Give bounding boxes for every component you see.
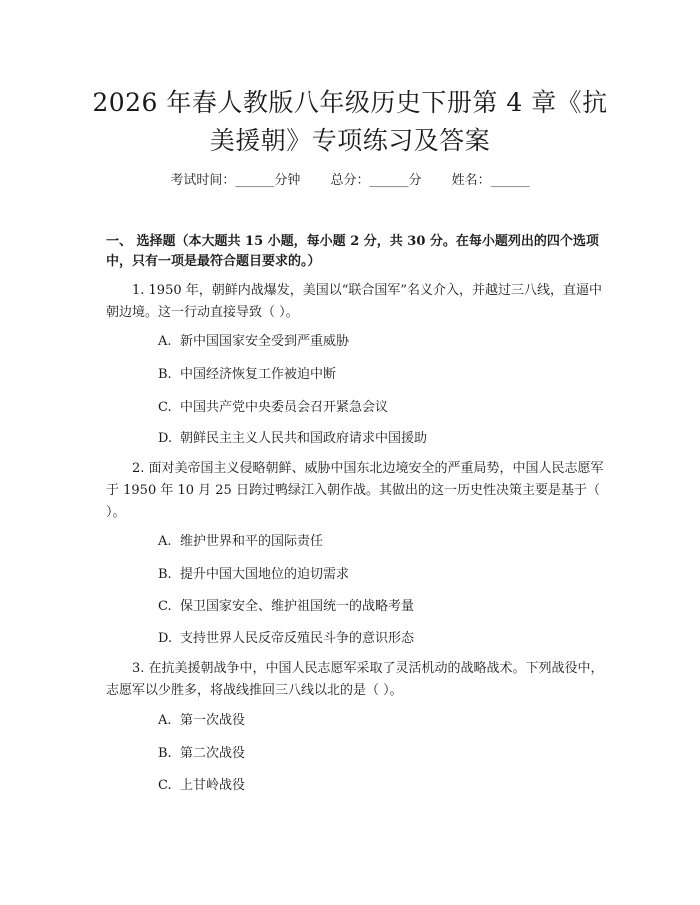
option-text: 第一次战役 bbox=[180, 713, 246, 728]
question-3: 3. 在抗美援朝战争中，中国人民志愿军采取了灵活机动的战略战术。下列战役中，志愿军以少胜多，将战线推回三八线以北的是（ ）。 bbox=[106, 661, 604, 698]
option-letter: B. bbox=[158, 567, 172, 582]
option-letter: C. bbox=[158, 400, 172, 415]
option-text: 新中国国家安全受到严重威胁 bbox=[180, 334, 350, 349]
option-letter: A. bbox=[158, 713, 172, 728]
option-text: 朝鲜民主主义人民共和国政府请求中国援助 bbox=[180, 431, 428, 446]
question-2-option-b bbox=[158, 566, 598, 584]
option-letter: A. bbox=[158, 534, 172, 549]
question-1-option-d bbox=[158, 430, 598, 448]
question-2-option-d bbox=[158, 630, 598, 648]
option-letter: C. bbox=[158, 599, 172, 614]
question-2-option-c bbox=[158, 598, 598, 616]
option-text: 上甘岭战役 bbox=[180, 778, 246, 793]
option-letter: D. bbox=[158, 631, 173, 646]
question-1-option-b bbox=[158, 366, 598, 384]
section-heading: 一、 选择题（本大题共 15 小题，每小题 2 分，共 30 分。在每小题列出的四个选项中，只有一项是最符合题目要求的。） bbox=[106, 234, 599, 269]
option-text: 中国经济恢复工作被迫中断 bbox=[180, 367, 337, 382]
option-letter: B. bbox=[158, 367, 172, 382]
option-letter: D. bbox=[158, 431, 173, 446]
option-text: 第二次战役 bbox=[180, 746, 246, 761]
question-2-option-a bbox=[158, 533, 598, 551]
exam-total-score: 总分：______分 bbox=[330, 173, 422, 188]
document-title-line-1: 2026 年春人教版八年级历史下册第 4 章《抗 bbox=[92, 88, 608, 117]
option-letter: A. bbox=[158, 334, 172, 349]
option-text: 中国共产党中央委员会召开紧急会议 bbox=[180, 400, 389, 415]
exam-time: 考试时间：______分钟 bbox=[170, 173, 301, 188]
question-3-option-c bbox=[158, 777, 598, 795]
exam-info bbox=[0, 172, 700, 190]
question-1: 1. 1950 年，朝鲜内战爆发，美国以“联合国军”名义介入，并越过三八线，直逼中朝边境。这一行动直接导致（ ）。 bbox=[106, 283, 603, 320]
option-text: 支持世界人民反帝反殖民斗争的意识形态 bbox=[180, 631, 415, 646]
exam-student-name: 姓名：______ bbox=[451, 173, 530, 188]
option-text: 保卫国家安全、维护祖国统一的战略考量 bbox=[180, 599, 415, 614]
question-3-option-a bbox=[158, 712, 598, 730]
question-3-option-b bbox=[158, 745, 598, 763]
option-text: 提升中国大国地位的迫切需求 bbox=[180, 567, 350, 582]
document-title-line-2: 美援朝》专项练习及答案 bbox=[209, 126, 491, 155]
question-1-option-c bbox=[158, 399, 598, 417]
option-letter: B. bbox=[158, 746, 172, 761]
option-text: 维护世界和平的国际责任 bbox=[180, 534, 324, 549]
question-2: 2. 面对美帝国主义侵略朝鲜、威胁中国东北边境安全的严重局势，中国人民志愿军于 1950 年 10 月 25 日跨过鸭绿江入朝作战。其做出的这一历史性决策主要是基于（ ）。 bbox=[106, 461, 604, 520]
question-1-option-a bbox=[158, 333, 598, 351]
option-letter: C. bbox=[158, 778, 172, 793]
